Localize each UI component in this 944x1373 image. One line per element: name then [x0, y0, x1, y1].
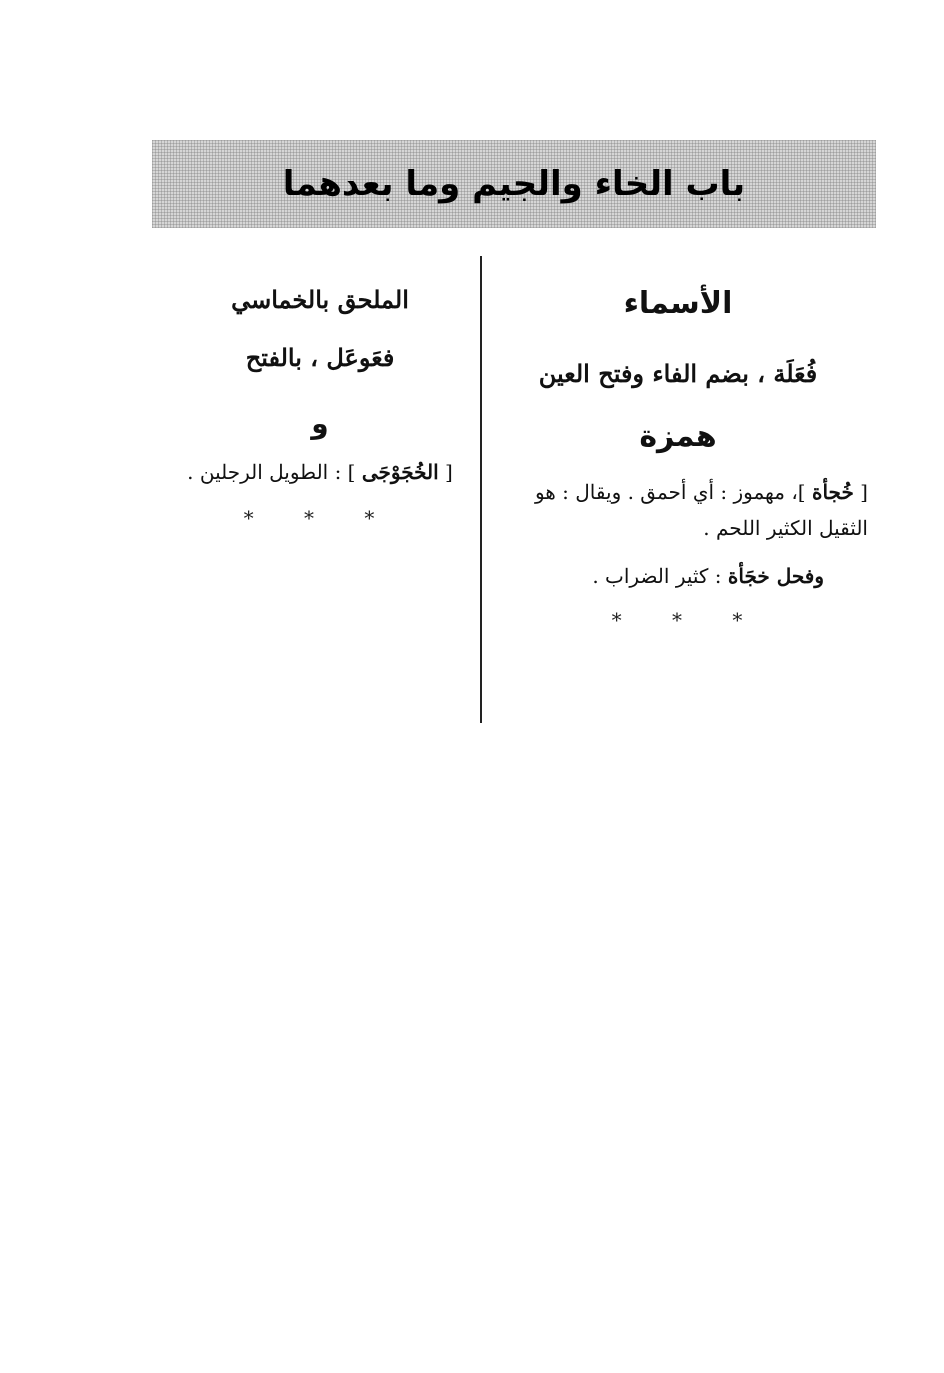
pattern-heading: فعَوعَل ، بالفتح	[245, 343, 395, 372]
chapter-banner	[152, 140, 876, 228]
letter-heading: همزة	[639, 419, 717, 454]
left-column	[170, 270, 470, 530]
pattern-heading: فُعَلَة ، بضم الفاء وفتح العين	[538, 359, 818, 388]
entry-headword: وفحل خجَأة	[727, 564, 824, 588]
entry-definition: : الطويل الرجلين .	[187, 460, 342, 484]
dictionary-entry	[488, 558, 868, 594]
dictionary-entry: [ خُجأة ]، مهموز : أي أحمق . ويقال : هو الثقيل الكثير اللحم .	[534, 480, 868, 540]
entry-headword: الخُجَوْجَى	[361, 460, 439, 484]
section-heading: الملحق بالخماسي	[231, 285, 409, 314]
separator-stars: * * *	[243, 506, 397, 530]
right-column	[488, 278, 868, 632]
dictionary-entry: [ الخُجَوْجَى ] : الطويل الرجلين .	[187, 460, 453, 484]
chapter-title: باب الخاء والجيم وما بعدهما	[282, 164, 746, 204]
section-heading: الأسماء	[623, 286, 733, 321]
entry-headword: خُجأة	[811, 480, 854, 504]
column-divider	[480, 256, 482, 723]
entry-definition: : كثير الضراب .	[592, 564, 722, 588]
letter-heading: و	[311, 407, 329, 440]
entry-definition: ، مهموز : أي أحمق . ويقال : هو الثقيل الكثير اللحم .	[534, 480, 868, 540]
separator-stars: * * *	[611, 608, 765, 632]
